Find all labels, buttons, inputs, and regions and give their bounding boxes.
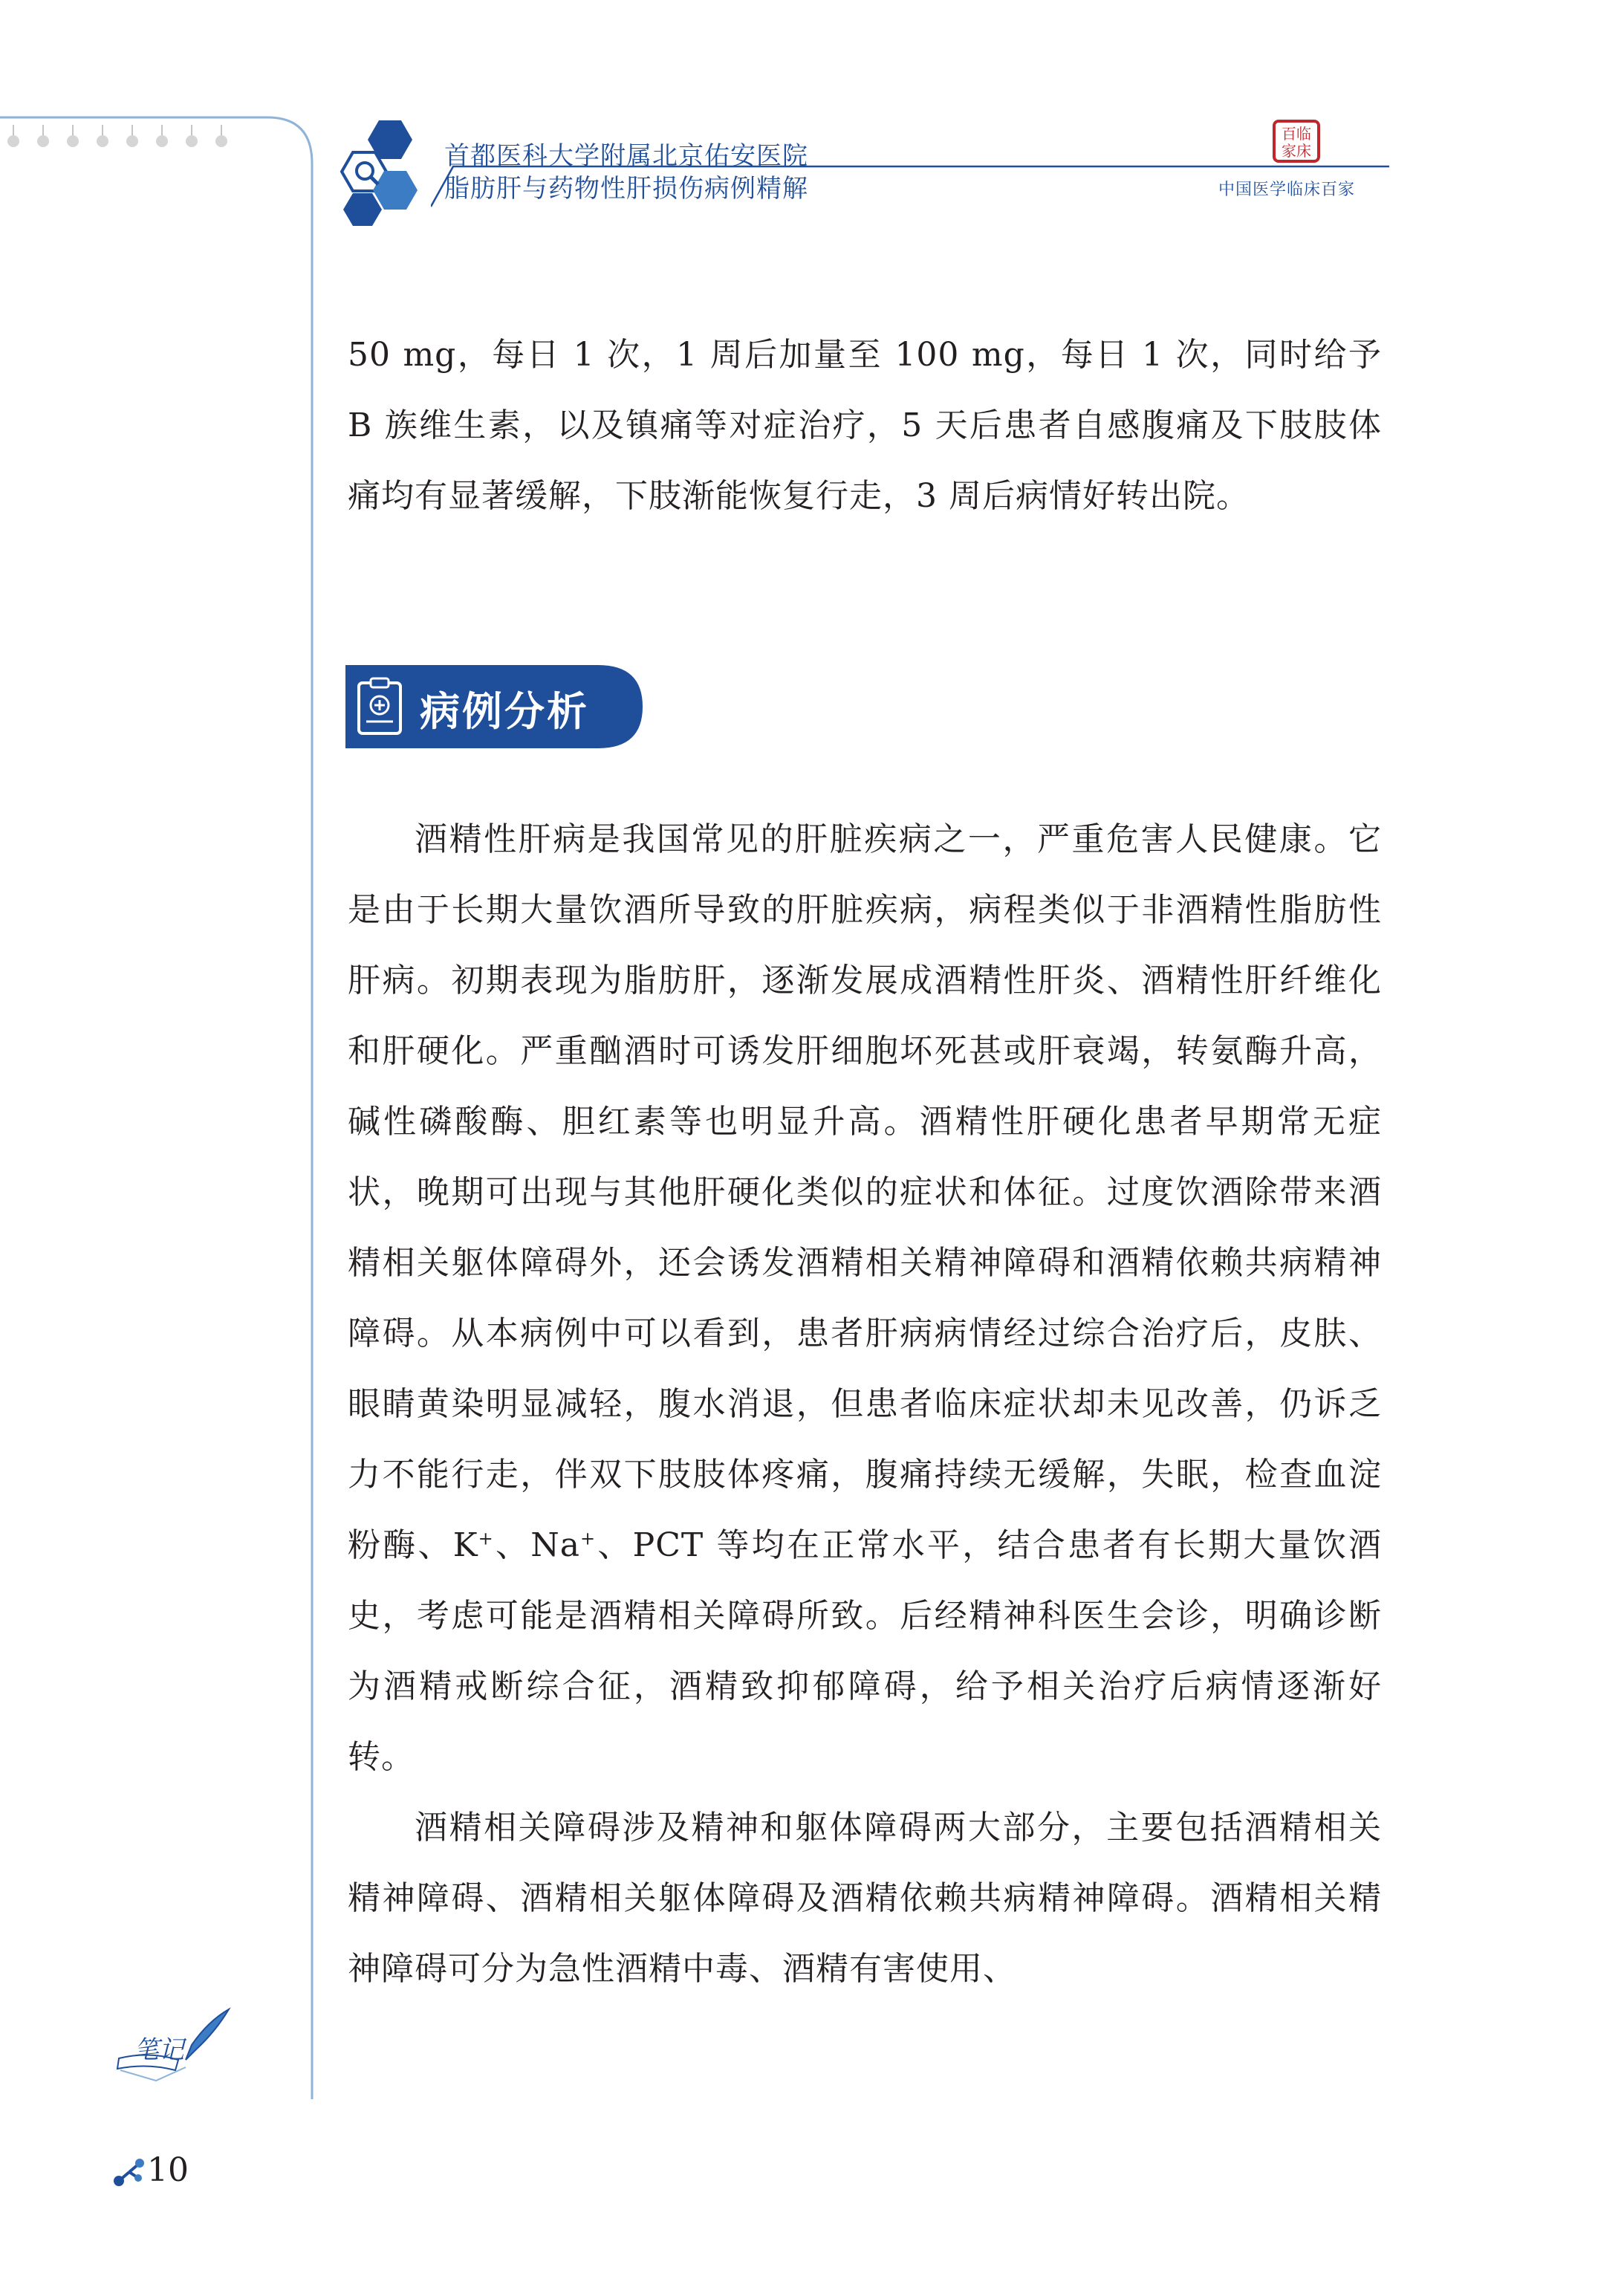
series-seal-icon [1272,119,1321,163]
analysis-body [348,804,1382,2004]
book-title-line2: 脂肪肝与药物性肝损伤病例精解 [444,174,808,204]
note-label: 笔记 [134,2035,184,2065]
svg-text:百临: 百临 [1282,125,1311,143]
analysis-paragraph-1 [348,804,1382,1792]
continuation-text: 50 mg，每日 1 次，1 周后加量至 100 mg，每日 1 次，同时给予 B 族维生素，以及镇痛等对症治疗，5 天后患者自感腹痛及下肢肢体痛均有显著缓解，下肢渐能恢复行走，3 周后病情好转出院。 [348,336,1382,515]
sodium-superscript: + [580,1528,597,1549]
series-name: 中国医学临床百家 [1218,181,1356,199]
analysis-p1-part2: 、Na [493,1526,580,1564]
potassium-superscript: + [478,1528,494,1549]
hospital-logo-icon [338,119,435,227]
molecule-icon [111,2156,146,2190]
svg-text:家床: 家床 [1282,142,1311,160]
book-title-line1: 首都医科大学附属北京佑安医院 [444,141,808,171]
page-number: 10 [147,2151,189,2189]
continuation-paragraph [348,320,1382,531]
analysis-p1-part3: 、PCT 等均在正常水平，结合患者有长期大量饮酒史，考虑可能是酒精相关障碍所致。后经精神科医生会诊，明确诊断为酒精戒断综合征，酒精致抑郁障碍，给予相关治疗后病情逐渐好转。 [348,1526,1383,1776]
notes-pen-icon [104,2006,238,2084]
section-title: 病例分析 [420,688,589,735]
analysis-p1-part1: 酒精性肝病是我国常见的肝脏疾病之一，严重危害人民健康。它是由于长期大量饮酒所导致的肝脏疾病，病程类似于非酒精性脂肪性肝病。初期表现为脂肪肝，逐渐发展成酒精性肝炎、酒精性肝纤维化和肝硬化。严重酗酒时可诱发肝细胞坏死甚或肝衰竭，转氨酶升高，碱性磷酸酶、胆红素等也明显升高。酒精性肝硬化患者早期常无症状，晚期可出现与其他肝硬化类似的症状和体征。过度饮酒除带来酒精相关躯体障碍外，还会诱发酒精相关精神障碍和酒精依赖共病精神障碍。从本病例中可以看到，患者肝病病情经过综合治疗后，皮肤、眼睛黄染明显减轻，腹水消退，但患者临床症状却未见改善，仍诉乏力不能行走，伴双下肢肢体疼痛，腹痛持续无缓解，失眠，检查血淀粉酶、K [348,820,1382,1564]
analysis-paragraph-2: 酒精相关障碍涉及精神和躯体障碍两大部分，主要包括酒精相关精神障碍、酒精相关躯体障碍及酒精依赖共病精神障碍。酒精相关精神障碍可分为急性酒精中毒、酒精有害使用、 [348,1809,1382,1988]
section-heading [345,665,643,748]
clipboard-icon [353,675,406,738]
margin-divider [0,0,327,2103]
